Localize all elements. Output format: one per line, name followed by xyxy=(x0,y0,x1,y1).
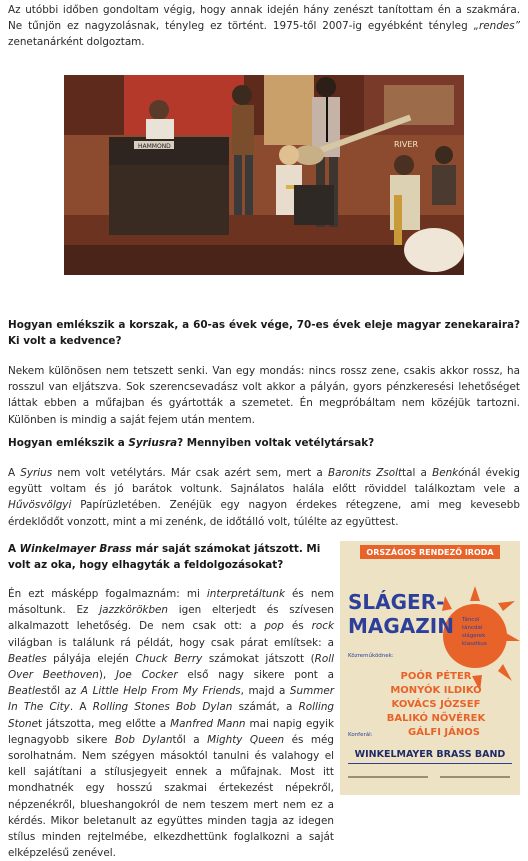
poster-side-1: Táncol xyxy=(462,617,480,623)
poster-side-4: klaszikus xyxy=(462,641,487,647)
concert-poster xyxy=(340,541,520,795)
poster-header: ORSZÁGOS RENDEZŐ IRODA xyxy=(366,548,494,557)
poster-name-1: POÓR PÉTER xyxy=(400,671,472,682)
poster-name-3: KOVÁCS JÓZSEF xyxy=(391,699,481,710)
answer-2: A Syrius nem volt vetélytárs. Már csak azért sem, mert a Baronits Zsolttal a Benkónál évekig együtt voltam és jó barátok voltunk. Sajnálatos halála előtt röviddel találkoztam vele a Hűvösvölgyi Papírüzletében. Zenéjük egy nagyon érdekes rétegzene, ami meg kevesebb érdeklődőt vonzott, mint a mi zenénk, de időtálló volt, túlélte az együttest. xyxy=(8,467,520,528)
answer-1: Nekem különösen nem tetszett senki. Van egy mondás: nincs rossz zene, csakis akkor rossz, ha rosszul van eljátszva. Sok szerencsevadász volt akkor a pályán, gyors pénzkeresési lehetőséget láttak ebben a műfajban és gyártották a szemetet. Én megpróbáltam nem közéjük tartozni. Különben is mindig a saját fejem után mentem. xyxy=(8,365,520,426)
intro-emphasis: „rendes” xyxy=(473,20,520,33)
poster-name-2: MONYÓK ILDIKÓ xyxy=(390,685,482,696)
poster-subhead: Közreműködnek: xyxy=(348,653,394,659)
organ-brand-text: HAMMOND xyxy=(138,143,171,150)
poster-title-1: SLÁGER- xyxy=(348,590,445,614)
poster-title-2: MAGAZIN xyxy=(348,614,454,638)
poster-side-3: slágerek xyxy=(462,633,486,639)
poster-name-4: BALIKÓ NŐVÉREK xyxy=(386,713,486,724)
poster-name-5: GÁLFI JÁNOS xyxy=(408,727,480,738)
band-photo xyxy=(64,75,464,275)
question-1: Hogyan emlékszik a korszak, a 60-as évek vége, 70-es évek eleje magyar zenekaraira? Ki volt a kedvence? xyxy=(8,319,520,348)
answer-3: Én ezt másképp fogalmaznám: mi interpretáltunk és nem másoltunk. Ez jazzkörökben igen elterjedt és szívesen alkalmazott lehetőség. De nem csak ott: a pop és rock világban is találunk rá példát, hogy csak párat említsek: a Beatles pályája elején Chuck Berry számokat játszott (Roll Over Beethoven), Joe Cocker első nagy sikere pont a Beatlestől az A Little Help From My Friends, majd a Summer In The City. A Rolling Stones Bob Dylan számát, a Rolling Stonet játszotta, meg előtte a Manfred Mann mai napig egyik legnagyobb sikere Bob Dylantől a Mighty Queen és még sorolhatnám. Nem szégyen másoktól tanulni és valahogy el kell sajátítani a stílusjegyeit ennek a műfajnak. Most itt mondhatnék egy hosszú szakmai értekezést népekről, népzenékről, blueshangokról de nem teszem mert nem ez a kérdés. Mikor beletanult az együttes minden tagja az idegen stílus minden rejtelmébe, elkezdhettünk foglalkozni a saját elképzelésű zenével. xyxy=(8,588,334,860)
intro-paragraph xyxy=(8,2,520,51)
stage-sign-text: RIVER xyxy=(394,140,419,149)
question-2: Hogyan emlékszik a Syriusra? Mennyiben voltak vetélytársak? xyxy=(8,437,375,449)
poster-side-2: táncdal xyxy=(462,625,483,631)
poster-konf-label: Konferál: xyxy=(348,732,373,738)
question-3: A Winkelmayer Brass már saját számokat játszott. Mi volt az oka, hogy elhagyták a feldolgozásokat? xyxy=(8,543,321,572)
intro-text: Az utóbbi időben gondoltam végig, hogy annak idején hány zenészt tanítottam én a szakmára. Ne tűnjön ez nagyzolásnak, tényleg ez történt. 1975-től 2007-ig egyébként tényleg xyxy=(8,4,520,33)
intro-text-end: zenetanárként dolgoztam. xyxy=(8,36,145,49)
poster-band-name: WINKELMAYER BRASS BAND xyxy=(354,749,506,760)
